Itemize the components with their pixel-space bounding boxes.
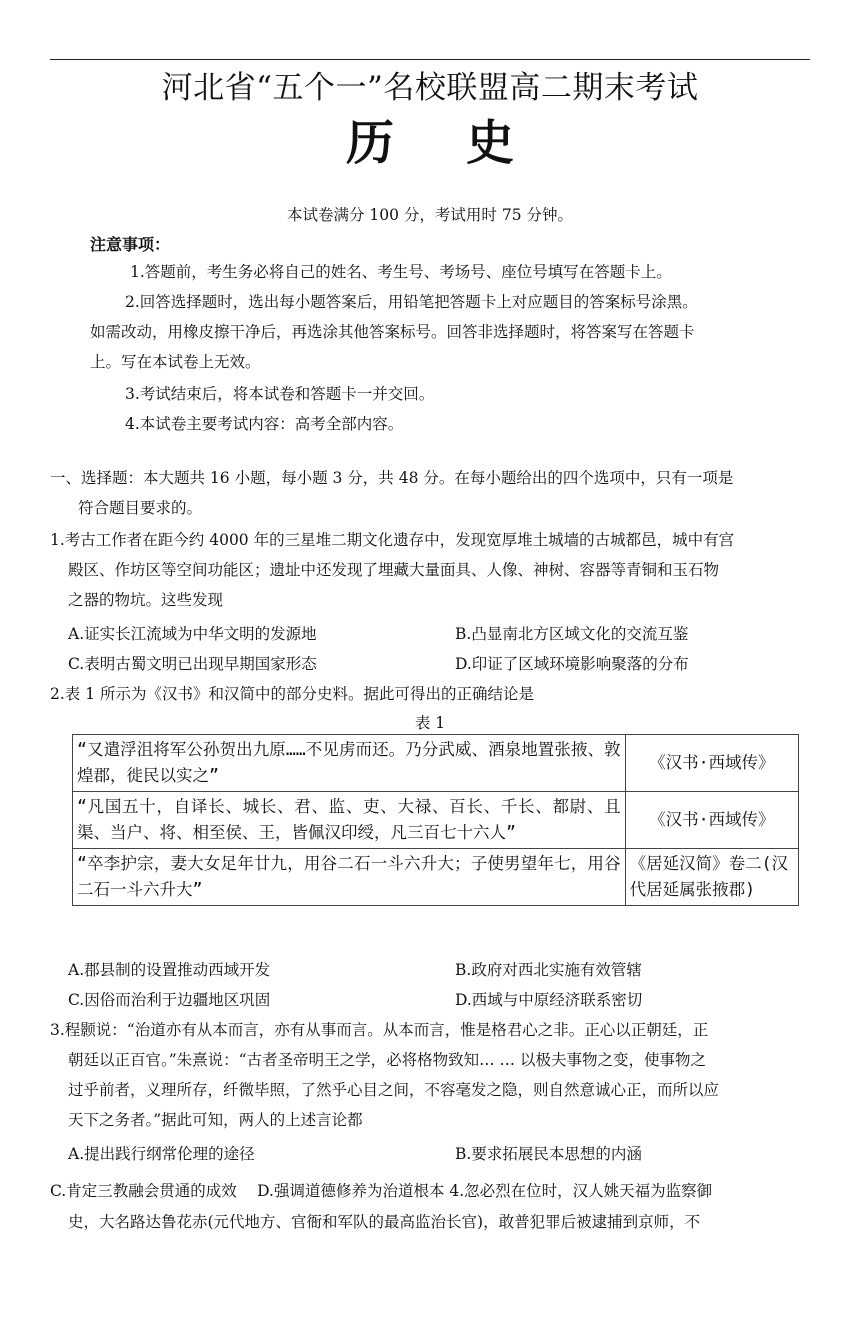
- table-cell-source: 《居延汉简》卷二(汉代居延属张掖郡): [625, 849, 798, 906]
- table-cell-source: 《汉书·西域传》: [625, 735, 798, 792]
- source-table: [72, 734, 799, 906]
- q3-stem-line-2: 朝廷以正百官。”朱熹说：“古者圣帝明王之学，必将格物致知… … 以极夫事物之变，使事物之: [68, 1051, 706, 1069]
- top-rule: [50, 59, 810, 60]
- q3-stem-line-1: 3.程颢说：“治道亦有从本而言，亦有从事而言。从本而言，惟是格君心之非。正心以正朝廷，正: [50, 1021, 709, 1039]
- q3-option-b: B.要求拓展民本思想的内涵: [455, 1145, 642, 1163]
- notice-line-2: 2.回答选择题时，选出每小题答案后，用铅笔把答题卡上对应题目的答案标号涂黑。: [125, 293, 698, 311]
- notice-line-1: 1.答题前，考生务必将自己的姓名、考生号、考场号、座位号填写在答题卡上。: [130, 263, 672, 281]
- table-row: [73, 735, 799, 792]
- table-cell-source: 《汉书·西域传》: [625, 792, 798, 849]
- q1-option-d: D.印证了区域环境影响聚落的分布: [455, 655, 689, 673]
- q1-stem-line-3: 之器的物坑。这些发现: [68, 591, 224, 609]
- q1-option-a: A.证实长江流域为中华文明的发源地: [68, 625, 317, 643]
- q2-option-b: B.政府对西北实施有效管辖: [455, 961, 642, 979]
- q1-option-c: C.表明古蜀文明已出现早期国家形态: [68, 655, 317, 673]
- q2-option-c: C.因俗而治利于边疆地区巩固: [68, 991, 271, 1009]
- notice-line-6: 4.本试卷主要考试内容：高考全部内容。: [125, 415, 404, 433]
- exam-title: 河北省“五个一”名校联盟高二期末考试: [161, 70, 699, 106]
- q2-option-d: D.西域与中原经济联系密切: [455, 991, 643, 1009]
- table-cell-quote: “凡国五十，自译长、城长、君、监、吏、大禄、百长、千长、都尉、且渠、当户、将、相至侯、王，皆佩汉印绶，凡三百七十六人”: [73, 792, 626, 849]
- q3-stem-line-4: 天下之务者。”据此可知，两人的上述言论都: [68, 1111, 363, 1129]
- section-heading-line-2: 符合题目要求的。: [78, 499, 203, 517]
- section-heading-line-1: 一、选择题：本大题共 16 小题，每小题 3 分，共 48 分。在每小题给出的四个选项中，只有一项是: [50, 469, 734, 487]
- table-row: [73, 849, 799, 906]
- q1-stem-line-2: 殿区、作坊区等空间功能区；遗址中还发现了埋藏大量面具、人像、神树、容器等青铜和玉石物: [68, 561, 720, 579]
- table-row: [73, 792, 799, 849]
- q1-option-b: B.凸显南北方区域文化的交流互鉴: [455, 625, 689, 643]
- subject-title: 历史: [345, 115, 586, 171]
- q4-stem-line-2: 史，大名路达鲁花赤(元代地方、官衙和军队的最高监治长官)，敢普犯罪后被逮捕到京师，不: [68, 1213, 701, 1231]
- table-cell-quote: “又遣浮沮将军公孙贺出九原……不见虏而还。乃分武威、酒泉地置张掖、敦煌郡，徙民以实之”: [73, 735, 626, 792]
- notice-line-5: 3.考试结束后，将本试卷和答题卡一并交回。: [125, 385, 435, 403]
- notice-line-4: 上。写在本试卷上无效。: [90, 353, 261, 371]
- q3-option-a: A.提出践行纲常伦理的途径: [68, 1145, 255, 1163]
- notice-line-3: 如需改动，用橡皮擦干净后，再选涂其他答案标号。回答非选择题时，将答案写在答题卡: [90, 323, 695, 341]
- table-caption: 表 1: [414, 714, 446, 732]
- q3-stem-line-3: 过乎前者，义理所存，纤微毕照，了然乎心目之间，不容毫发之隐，则自然意诚心正，而所以应: [68, 1081, 720, 1099]
- q2-stem-line-1: 2.表 1 所示为《汉书》和汉简中的部分史料。据此可得出的正确结论是: [50, 685, 535, 703]
- q1-stem-line-1: 1.考古工作者在距今约 4000 年的三星堆二期文化遗存中，发现宽厚堆土城墙的古城都邑，城中有宫: [50, 531, 735, 549]
- notice-title: 注意事项：: [90, 235, 171, 254]
- exam-info: 本试卷满分 100 分，考试用时 75 分钟。: [286, 206, 574, 224]
- q3-options-cd-and-q4-start: C.肯定三教融会贯通的成效 D.强调道德修养为治道根本 4.忽必烈在位时，汉人姚天福为监察御: [50, 1182, 713, 1200]
- q2-option-a: A.郡县制的设置推动西域开发: [68, 961, 271, 979]
- table-cell-quote: “卒李护宗，妻大女足年廿九，用谷二石一斗六升大；子使男望年七，用谷二石一斗六升大”: [73, 849, 626, 906]
